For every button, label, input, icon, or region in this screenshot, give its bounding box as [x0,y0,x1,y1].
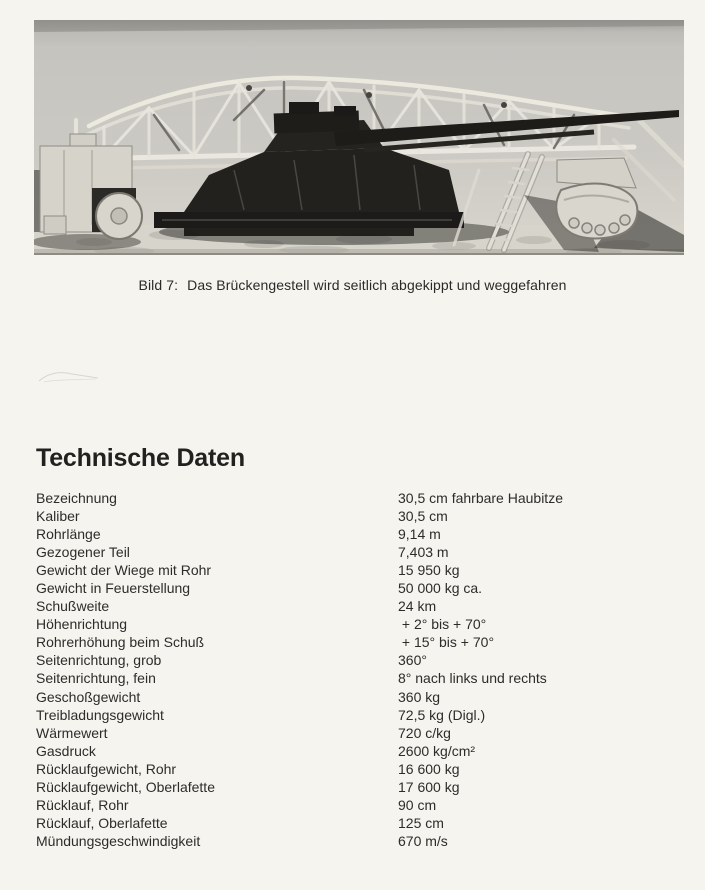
spec-label: Kaliber [36,508,80,525]
spec-label: Treibladungsgewicht [36,706,164,723]
spec-label: Rücklauf, Oberlafette [36,814,168,831]
specs-table [36,489,686,850]
spec-label: Seitenrichtung, fein [36,670,156,687]
spec-value: 17 600 kg [398,778,460,795]
spec-row [36,832,686,850]
spec-row [36,615,686,633]
spec-row [36,706,686,724]
spec-value: 720 c/kg [398,724,451,741]
spec-row [36,688,686,706]
spec-label: Bezeichnung [36,490,117,506]
spec-row [36,778,686,796]
spec-row [36,742,686,760]
pencil-mark [38,368,108,388]
spec-value: 15 950 kg [398,562,460,579]
spec-row [36,814,686,832]
spec-value: 7,403 m [398,544,449,561]
spec-value: 360 kg [398,688,441,705]
spec-value: 16 600 kg [398,760,460,777]
spec-row [36,543,686,561]
spec-row [36,633,686,651]
spec-label: Gezogener Teil [36,544,130,561]
spec-row [36,597,686,615]
spec-value: 9,14 m [398,526,441,543]
spec-value: 125 cm [398,814,444,831]
figure-caption-text: Das Brückengestell wird seitlich abgekippt und weggefahren [187,277,567,293]
spec-value: 72,5 kg (Digl.) [398,706,486,723]
spec-label: Rücklaufgewicht, Rohr [36,760,177,777]
spec-label: Geschoßgewicht [36,688,141,705]
spec-label: Rohrerhöhung beim Schuß [36,634,205,651]
spec-row [36,669,686,687]
spec-row [36,579,686,597]
spec-value: 24 km [398,598,437,615]
howitzer-photo [34,20,684,255]
spec-value: 50 000 kg ca. [398,580,483,597]
spec-label: Mündungsgeschwindigkeit [36,832,201,849]
spec-row [36,561,686,579]
spec-row [36,525,686,543]
spec-label: Gewicht in Feuerstellung [36,580,191,597]
spec-label: Rücklauf, Rohr [36,796,129,813]
spec-label: Rohrlänge [36,526,101,543]
spec-row [36,796,686,814]
spec-label: Gasdruck [36,742,96,759]
spec-value: 30,5 cm fahrbare Haubitze [398,490,563,506]
spec-value: 8° nach links und rechts [398,670,547,687]
spec-label: Höhenrichtung [36,616,128,633]
spec-label: Rücklaufgewicht, Oberlafette [36,778,215,795]
spec-value: 2600 kg/cm² [398,742,476,759]
spec-value: 670 m/s [398,832,448,849]
spec-value: 30,5 cm [398,508,448,525]
spec-value: + 2° bis + 70° [398,616,487,633]
figure-caption [0,277,705,293]
figure-bild-7 [34,20,684,255]
spec-row [36,724,686,742]
spec-row [36,507,686,525]
spec-value: 90 cm [398,796,437,813]
spec-label: Schußweite [36,598,110,615]
section-title: Technische Daten [36,444,245,472]
spec-row [36,489,686,507]
spec-value: 360° [398,652,427,669]
spec-label: Gewicht der Wiege mit Rohr [36,562,212,579]
spec-value: + 15° bis + 70° [398,634,495,651]
spec-row [36,651,686,669]
spec-label: Seitenrichtung, grob [36,652,162,669]
spec-row [36,760,686,778]
spec-label: Wärmewert [36,724,108,741]
figure-caption-label: Bild 7: [138,277,179,293]
